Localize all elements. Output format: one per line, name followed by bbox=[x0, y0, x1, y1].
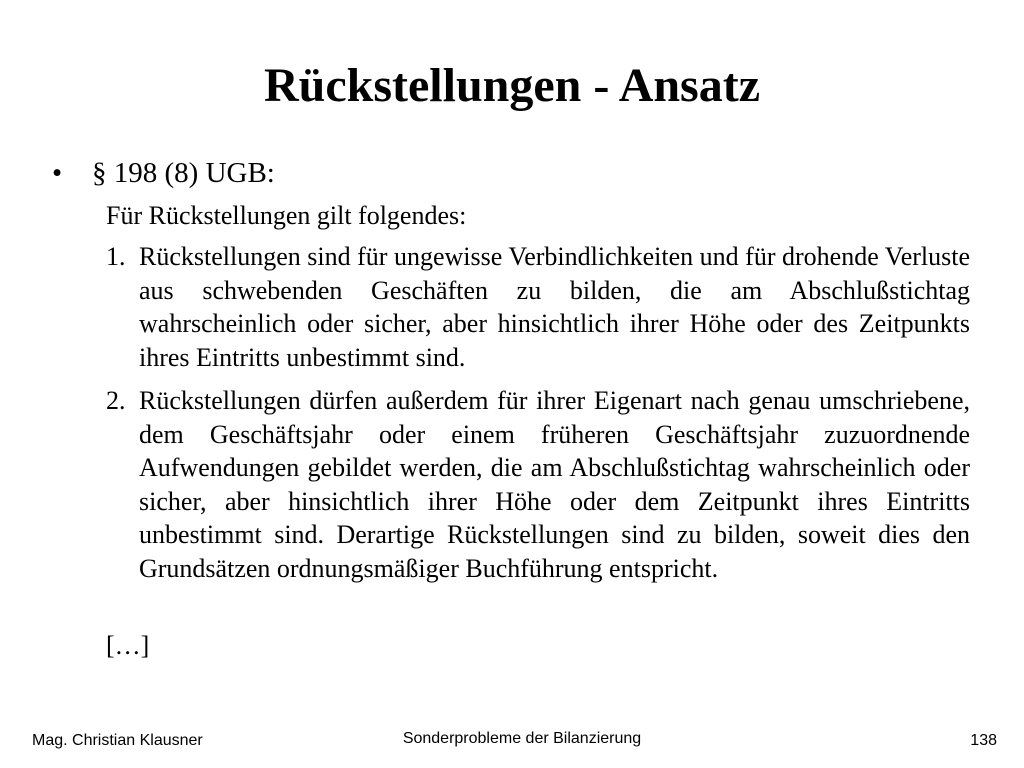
list-item-number: 1. bbox=[106, 242, 126, 271]
intro-text: Für Rückstellungen gilt folgendes: bbox=[106, 201, 467, 230]
bullet-text: § 198 (8) UGB: bbox=[92, 157, 275, 189]
list-item-text: Rückstellungen sind für ungewisse Verbindlichkeiten und für drohende Verluste aus schwebenden Geschäften zu bilden, die am Abschlußstichtag wahrscheinlich oder sicher, aber hinsichtlich ihrer Höhe oder des Zeitpunkts ihres Eintritts unbestimmt sind. bbox=[139, 242, 970, 372]
bullet-item bbox=[52, 156, 275, 190]
ellipsis-text: […] bbox=[106, 631, 150, 660]
list-item-number: 2. bbox=[106, 386, 126, 415]
slide-title: Rückstellungen - Ansatz bbox=[263, 59, 761, 112]
list-item-2 bbox=[106, 384, 970, 585]
list-item-1 bbox=[106, 240, 970, 374]
footer-topic: Sonderprobleme der Bilanzierung bbox=[402, 730, 642, 747]
list-item-text: Rückstellungen dürfen außerdem für ihrer Eigenart nach genau umschriebene, dem Geschäftsjahr oder einem früheren Geschäftsjahr zuzuordnende Aufwendungen gebildet werden, die am Abschlußstichtag wahrscheinlich oder sicher, aber hinsichtlich ihrer Höhe oder dem Zeitpunkt ihres Eintritts unbestimmt sind. Derartige Rückstellungen sind zu bilden, soweit dies den Grundsätzen ordnungsmäßiger Buchführung entspricht. bbox=[139, 386, 970, 583]
footer-author: Mag. Christian Klausner bbox=[32, 732, 203, 749]
page-number: 138 bbox=[970, 732, 997, 749]
bullet-icon: • bbox=[52, 157, 63, 189]
